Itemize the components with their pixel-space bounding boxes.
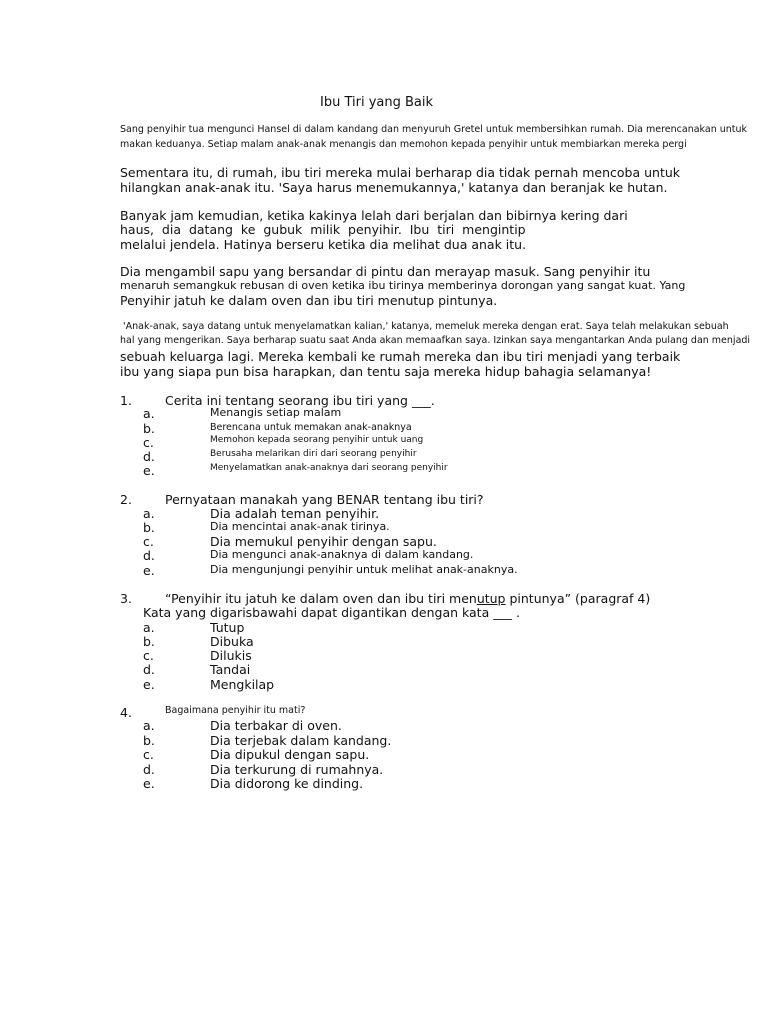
q3-letter-d: d. (143, 662, 155, 677)
question-2-number: 2. (120, 492, 132, 507)
question-3-text (165, 591, 650, 606)
q3-option-b: Dibuka (210, 634, 254, 649)
q1-option-c: Memohon kepada seorang penyihir untuk uang (210, 435, 424, 445)
q4-letter-b: b. (143, 733, 155, 748)
paragraph-2-line-1: Sementara itu, di rumah, ibu tiri mereka mulai berharap dia tidak pernah mencoba untuk (120, 165, 681, 180)
q3-letter-c: c. (143, 648, 154, 663)
q4-option-b: Dia terjebak dalam kandang. (210, 733, 392, 748)
paragraph-4-line-1: Dia mengambil sapu yang bersandar di pintu dan merayap masuk. Sang penyihir itu (120, 264, 651, 279)
q2-letter-e: e. (143, 563, 155, 578)
question-1-text: Cerita ini tentang seorang ibu tiri yang ___. (165, 393, 435, 408)
question-3-number: 3. (120, 591, 132, 606)
q3-option-a: Tutup (210, 620, 245, 635)
paragraph-3-line-1: Banyak jam kemudian, ketika kakinya lelah dari berjalan dan bibirnya kering dari (120, 208, 628, 223)
question-4-text: Bagaimana penyihir itu mati? (165, 705, 306, 716)
question-4-number: 4. (120, 705, 132, 720)
q4-option-a: Dia terbakar di oven. (210, 718, 342, 733)
paragraph-5-line-2: hal yang mengerikan. Saya berharap suatu saat Anda akan memaafkan saya. Izinkan saya mengantarkan Anda pulang dan menjadi (120, 335, 751, 346)
paragraph-1-line-1: Sang penyihir tua mengunci Hansel di dalam kandang dan menyuruh Gretel untuk membersihkan rumah. Dia merencanakan untuk (120, 124, 748, 135)
question-3-text-pre: “Penyihir itu jatuh ke dalam oven dan ibu tiri men (165, 591, 477, 606)
paragraph-2-line-2: hilangkan anak-anak itu. 'Saya harus menemukannya,' katanya dan beranjak ke hutan. (120, 180, 668, 195)
q2-letter-d: d. (143, 548, 155, 563)
q2-letter-c: c. (143, 534, 154, 549)
q3-letter-b: b. (143, 634, 155, 649)
question-3-underlined-word: utup (476, 591, 506, 606)
paragraph-4-line-2: menaruh semangkuk rebusan di oven ketika ibu tirinya memberinya dorongan yang sangat kuat. Yang (120, 279, 686, 292)
q3-letter-e: e. (143, 677, 155, 692)
q2-option-d: Dia mengunci anak-anaknya di dalam kandang. (210, 548, 474, 561)
q4-letter-d: d. (143, 762, 155, 777)
paragraph-1-line-2: makan keduanya. Setiap malam anak-anak menangis dan memohon kepada penyihir untuk membiarkan mereka pergi (120, 139, 687, 150)
q3-option-c: Dilukis (210, 648, 252, 663)
q2-letter-a: a. (143, 506, 155, 521)
question-2-text: Pernyataan manakah yang BENAR tentang ibu tiri? (165, 492, 484, 507)
paragraph-3-line-2: haus, dia datang ke gubuk milik penyihir. Ibu tiri mengintip (120, 222, 526, 237)
q4-option-d: Dia terkurung di rumahnya. (210, 762, 384, 777)
q1-letter-c: c. (143, 435, 154, 450)
q1-letter-b: b. (143, 421, 155, 436)
q1-option-b: Berencana untuk memakan anak-anaknya (210, 422, 412, 433)
q3-letter-a: a. (143, 620, 155, 635)
paragraph-5-line-4: ibu yang siapa pun bisa harapkan, dan tentu saja mereka hidup bahagia selamanya! (120, 364, 652, 379)
question-1-number: 1. (120, 393, 132, 408)
q2-option-c: Dia memukul penyihir dengan sapu. (210, 534, 437, 549)
q1-letter-e: e. (143, 463, 155, 478)
q2-option-e: Dia mengunjungi penyihir untuk melihat anak-anaknya. (210, 563, 518, 576)
paragraph-5-line-1: 'Anak-anak, saya datang untuk menyelamatkan kalian,' katanya, memeluk mereka dengan erat. Saya telah melakukan sebuah (120, 321, 729, 332)
question-3-subtext: Kata yang digarisbawahi dapat digantikan dengan kata ___ . (143, 605, 520, 620)
q4-option-e: Dia didorong ke dinding. (210, 776, 364, 791)
paragraph-3-line-3: melalui jendela. Hatinya berseru ketika dia melihat dua anak itu. (120, 237, 527, 252)
q1-option-a: Menangis setiap malam (210, 406, 342, 419)
q4-letter-c: c. (143, 747, 154, 762)
q1-option-d: Berusaha melarikan diri dari seorang penyihir (210, 449, 417, 459)
q4-letter-a: a. (143, 718, 155, 733)
q1-letter-a: a. (143, 406, 155, 421)
q2-option-b: Dia mencintai anak-anak tirinya. (210, 520, 390, 533)
paragraph-5-line-3: sebuah keluarga lagi. Mereka kembali ke rumah mereka dan ibu tiri menjadi yang terbaik (120, 349, 681, 364)
q2-letter-b: b. (143, 520, 155, 535)
question-3-text-post: pintunya” (paragraf 4) (505, 591, 651, 606)
q1-letter-d: d. (143, 449, 155, 464)
q2-option-a: Dia adalah teman penyihir. (210, 506, 380, 521)
q1-option-e: Menyelamatkan anak-anaknya dari seorang penyihir (210, 463, 448, 473)
q4-letter-e: e. (143, 776, 155, 791)
page-title: Ibu Tiri yang Baik (320, 95, 434, 110)
q3-option-e: Mengkilap (210, 677, 275, 692)
q4-option-c: Dia dipukul dengan sapu. (210, 747, 370, 762)
paragraph-4-line-3: Penyihir jatuh ke dalam oven dan ibu tiri menutup pintunya. (120, 293, 498, 308)
q3-option-d: Tandai (210, 662, 251, 677)
